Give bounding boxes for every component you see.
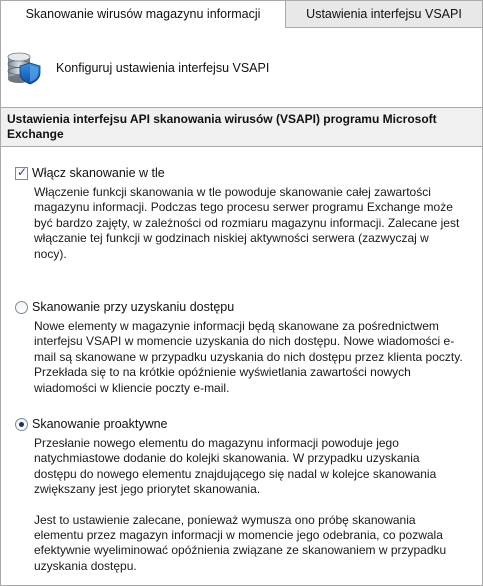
on-access-scan-description: Nowe elementy w magazynie informacji będą skanowane za pośrednictwem interfejsu VSAPI w momencie uzyskania do nich dostępu. Nowe wiadomości e-mail są skanowane w przypadku uzyskania do nich dostępu przez klienta poczty. Przekłada się to na krótkie opóźnienie wyświetlania zawartości nowych wiadomości w kliencie poczty e-mail. xyxy=(34,319,463,395)
section-title: Ustawienia interfejsu API skanowania wirusów (VSAPI) programu Microsoft Exchange xyxy=(7,112,437,141)
proactive-scan-label[interactable]: Skanowanie proaktywne xyxy=(32,417,168,431)
on-access-scan-radio[interactable] xyxy=(15,301,28,314)
background-scan-option xyxy=(15,166,477,262)
page-title: Konfiguruj ustawienia interfejsu VSAPI xyxy=(56,61,270,75)
tab-store-virus-scan[interactable]: Skanowanie wirusów magazynu informacji xyxy=(1,1,286,28)
on-access-scan-label[interactable]: Skanowanie przy uzyskaniu dostępu xyxy=(32,300,235,314)
page-header xyxy=(1,28,482,106)
proactive-scan-recommendation: Jest to ustawienie zalecane, ponieważ wymusza ono próbę skanowania elementu przez magazyn informacji w momencie jego odebrania, co pozwala efektywnie wyeliminować opóźnienia związane ze skanowaniem w przypadku uzyskania dostępu. xyxy=(34,512,447,573)
proactive-scan-option xyxy=(15,417,477,574)
database-shield-icon xyxy=(6,51,42,85)
proactive-scan-radio[interactable] xyxy=(15,418,28,431)
on-access-scan-option xyxy=(15,300,477,396)
background-scan-checkbox[interactable] xyxy=(15,167,28,180)
checkmark-icon: ✓ xyxy=(17,165,28,179)
proactive-scan-description: Przesłanie nowego elementu do magazynu informacji powoduje jego natychmiastowe dodanie do kolejki skanowania. W przypadku uzyskania dostępu do nowego elementu znajdującego się nadal w kolejce skanowania zwiększany jest jego priorytet skanowania. xyxy=(34,436,437,497)
tab-strip xyxy=(1,1,482,28)
background-scan-label[interactable]: Włącz skanowanie w tle xyxy=(32,166,165,180)
background-scan-description: Włączenie funkcji skanowania w tle powoduje skanowanie całej zawartości magazynu informacji. Podczas tego procesu serwer programu Exchange może być bardzo zajęty, w zależności od rozmiaru magazynu informacji. Zalecane jest włączanie tej funkcji w godzinach niskiej aktywności serwera (zazwyczaj w nocy). xyxy=(34,185,460,261)
section-header xyxy=(1,107,482,147)
tab-vsapi-settings[interactable]: Ustawienia interfejsu VSAPI xyxy=(286,1,482,27)
radio-selected-dot xyxy=(19,422,24,427)
